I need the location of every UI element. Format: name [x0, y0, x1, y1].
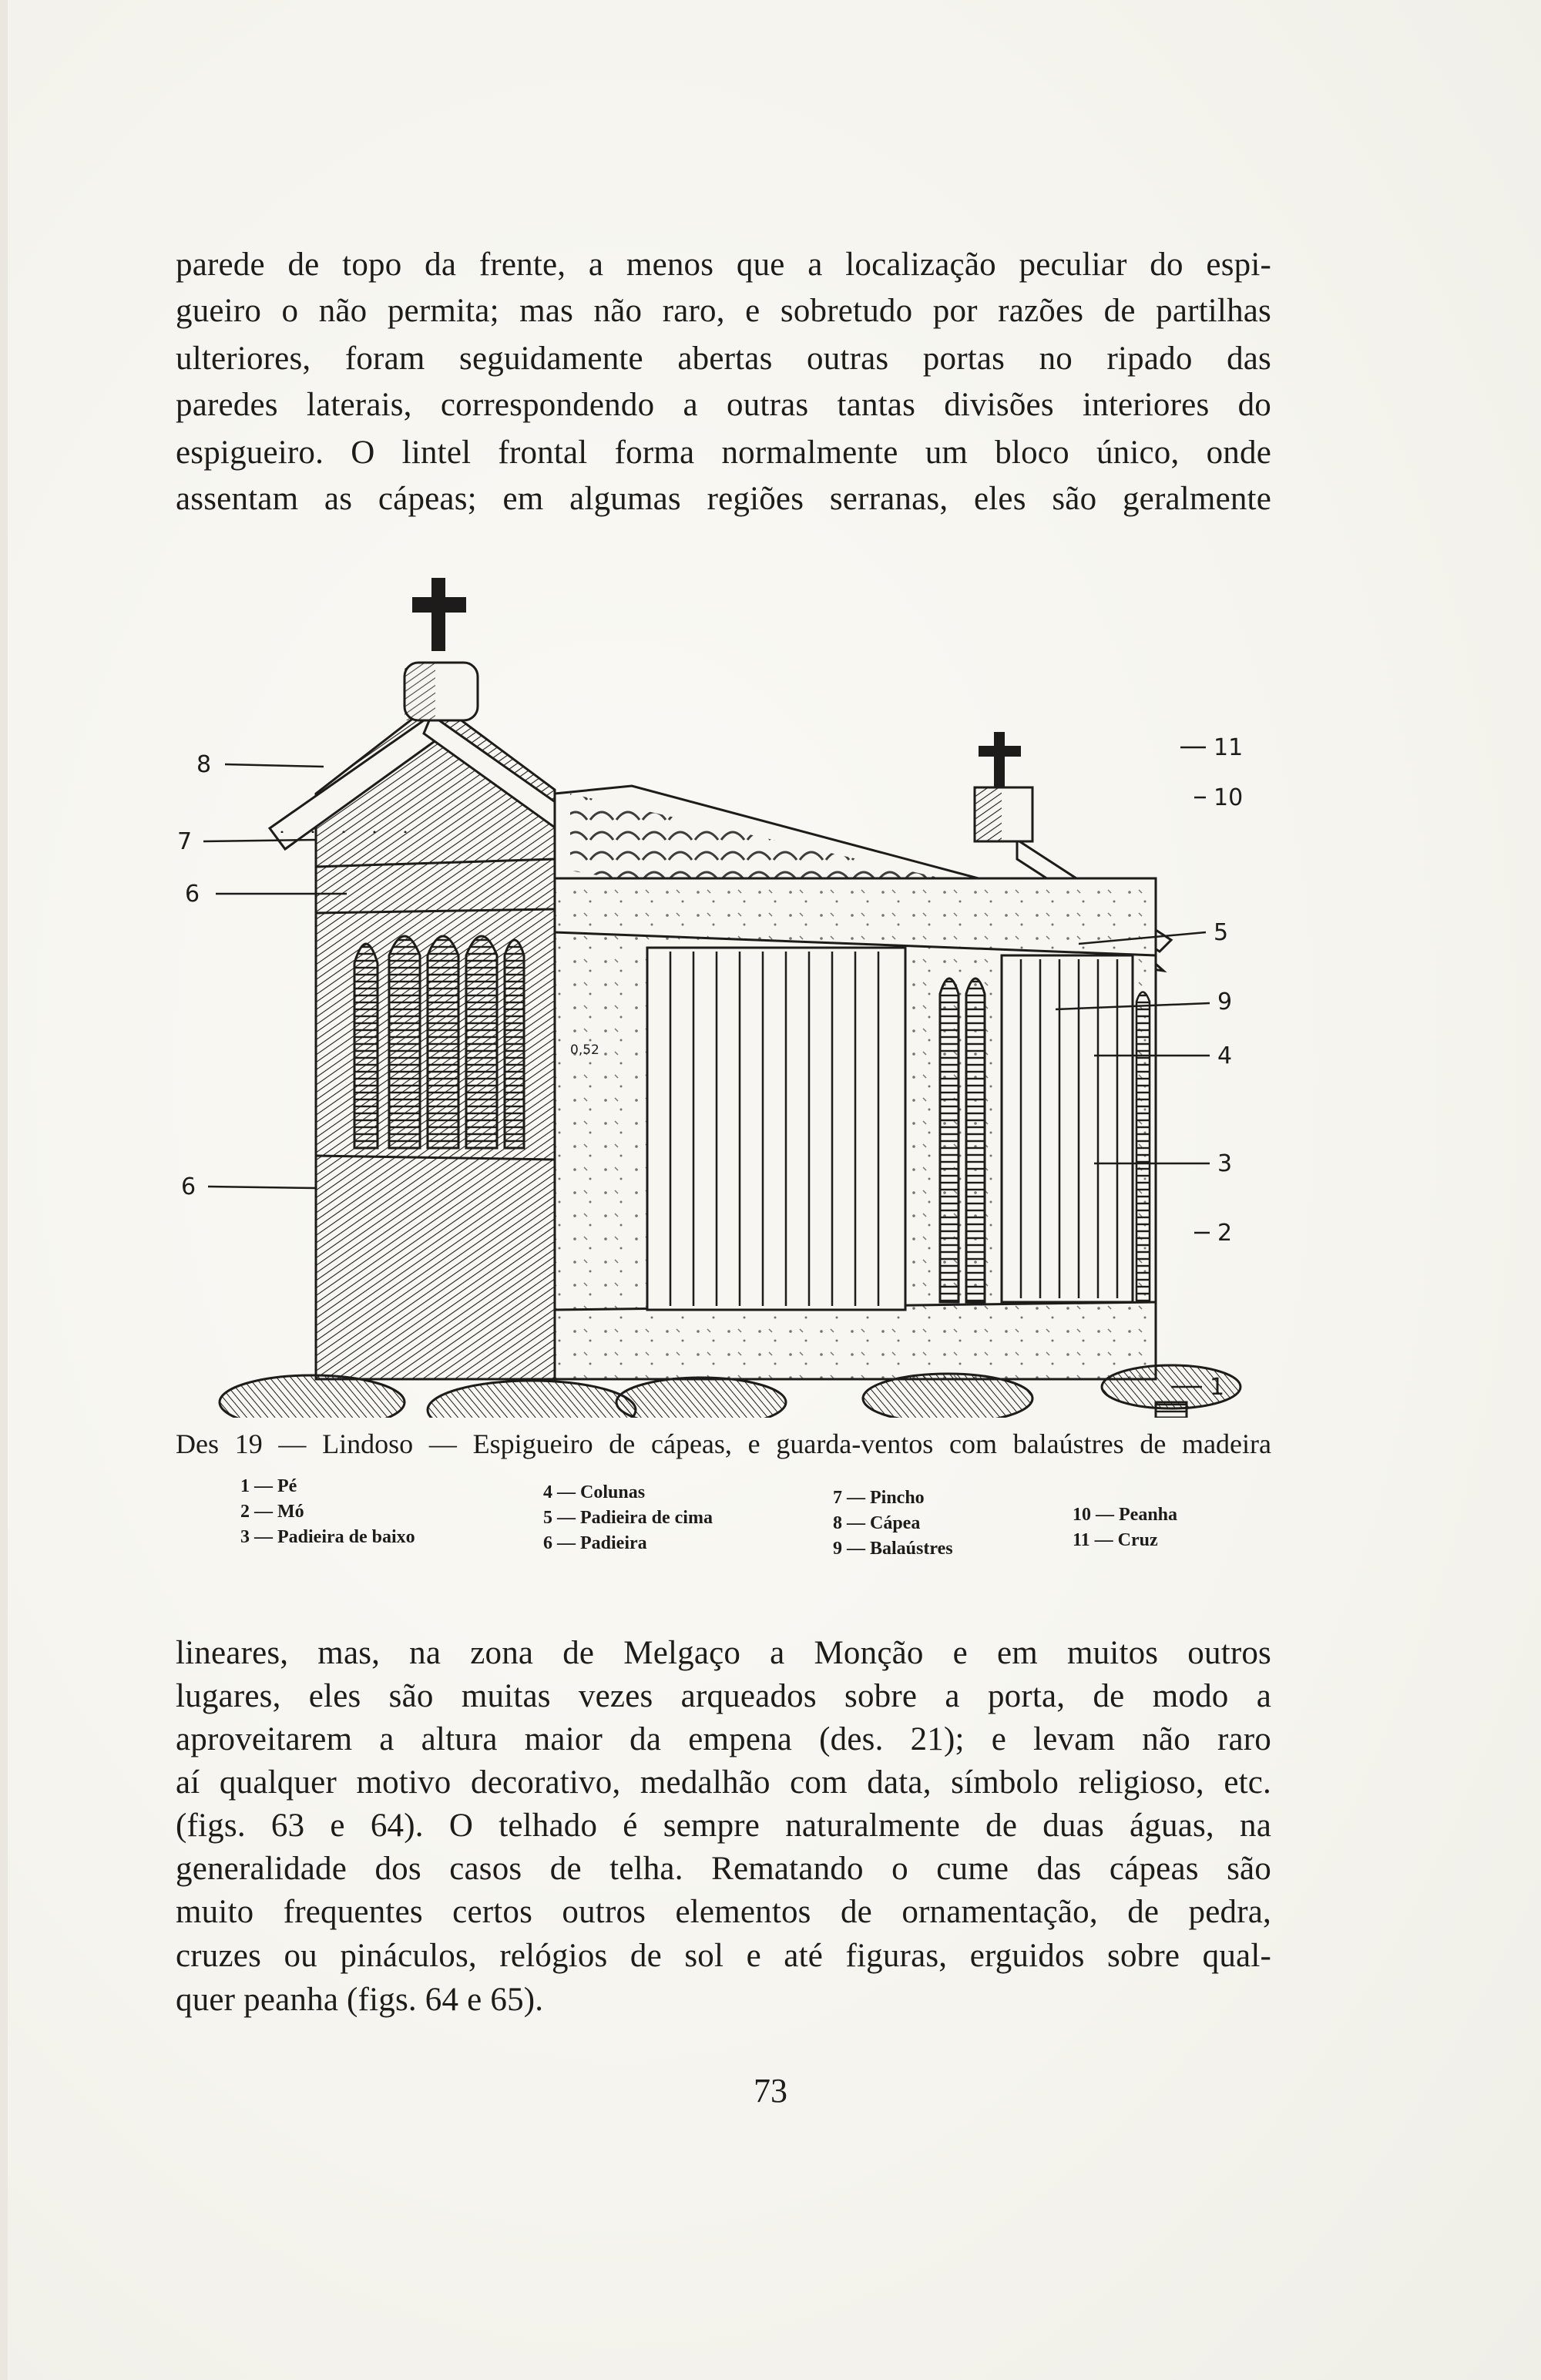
text-line: ulteriores, foram seguidamente abertas outras portas no ripado das [176, 341, 1271, 377]
legend-item: 7 — Pincho [833, 1488, 925, 1508]
legend-column-1 [240, 1474, 415, 1550]
callout-3: 3 [1217, 1150, 1233, 1177]
text-line: gueiro o não permita; mas não raro, e sobretudo por razões de partilhas [176, 293, 1271, 329]
page-number: 73 [754, 2072, 787, 2110]
legend-item: 8 — Cápea [833, 1513, 921, 1533]
text-line: lineares, mas, na zona de Melgaço a Monção e em muitos outros [176, 1635, 1271, 1671]
callout-2: 2 [1217, 1220, 1233, 1247]
legend-item: 3 — Padieira de baixo [240, 1527, 415, 1547]
text-line: muito frequentes certos outros elementos de ornamentação, de pedra, [176, 1894, 1271, 1930]
callout-6-lower: 6 [181, 1173, 196, 1200]
text-line: assentam as cápeas; em algumas regiões serranas, eles são geralmente [176, 481, 1271, 517]
text-line: paredes laterais, correspondendo a outras tantas divisões interiores do [176, 387, 1271, 423]
callout-1: 1 [1210, 1374, 1225, 1401]
leg [1156, 1402, 1187, 1418]
callout-5: 5 [1214, 919, 1229, 946]
callout-4: 4 [1217, 1042, 1233, 1069]
text-line: espigueiro. O lintel frontal forma normalmente um bloco único, onde [176, 435, 1271, 471]
page-edge [0, 0, 8, 2380]
side-wall [555, 878, 1156, 1379]
text-line: cruzes ou pináculos, relógios de sol e até figuras, erguidos sobre qual- [176, 1938, 1271, 1974]
text-line: generalidade dos casos de telha. Rematando o cume das cápeas são [176, 1851, 1271, 1887]
callout-6-upper: 6 [185, 881, 200, 908]
granary-illustration [170, 562, 1287, 1418]
text-line: quer peanha (figs. 64 e 65). [176, 1982, 544, 2018]
legend-item: 4 — Colunas [543, 1482, 646, 1502]
callout-leader [208, 1187, 316, 1188]
figure-caption: Des 19 — Lindoso — Espigueiro de cápeas, e guarda-ventos com balaústres de madeira [176, 1428, 1271, 1459]
door-left [647, 948, 905, 1310]
legend-item: 6 — Padieira [543, 1533, 647, 1553]
callout-8: 8 [196, 751, 212, 778]
legend-item: 11 — Cruz [1073, 1530, 1158, 1550]
legend-item: 1 — Pé [240, 1476, 297, 1496]
text-line: aí qualquer motivo decorativo, medalhão com data, símbolo religioso, etc. [176, 1764, 1271, 1801]
legend-item: 9 — Balaústres [833, 1539, 953, 1559]
legend-column-2 [543, 1480, 713, 1556]
callout-9: 9 [1217, 989, 1233, 1015]
dimension-label: 0,52 [570, 1042, 599, 1058]
callout-11: 11 [1214, 734, 1244, 761]
legend-item: 5 — Padieira de cima [543, 1508, 713, 1528]
text-line: lugares, eles são muitas vezes arqueados sobre a porta, de modo a [176, 1678, 1271, 1714]
legend-item: 10 — Peanha [1073, 1505, 1178, 1525]
text-line: (figs. 63 e 64). O telhado é sempre naturalmente de duas águas, na [176, 1808, 1271, 1844]
callout-10: 10 [1214, 784, 1244, 811]
legend-column-3 [833, 1485, 953, 1562]
text-line: aproveitarem a altura maior da empena (des. 21); e levam não raro [176, 1721, 1271, 1757]
legend-column-4 [1073, 1502, 1177, 1553]
legend-item: 2 — Mó [240, 1502, 304, 1522]
text-line: parede de topo da frente, a menos que a localização peculiar do espi- [176, 247, 1271, 283]
callout-7: 7 [177, 828, 193, 855]
